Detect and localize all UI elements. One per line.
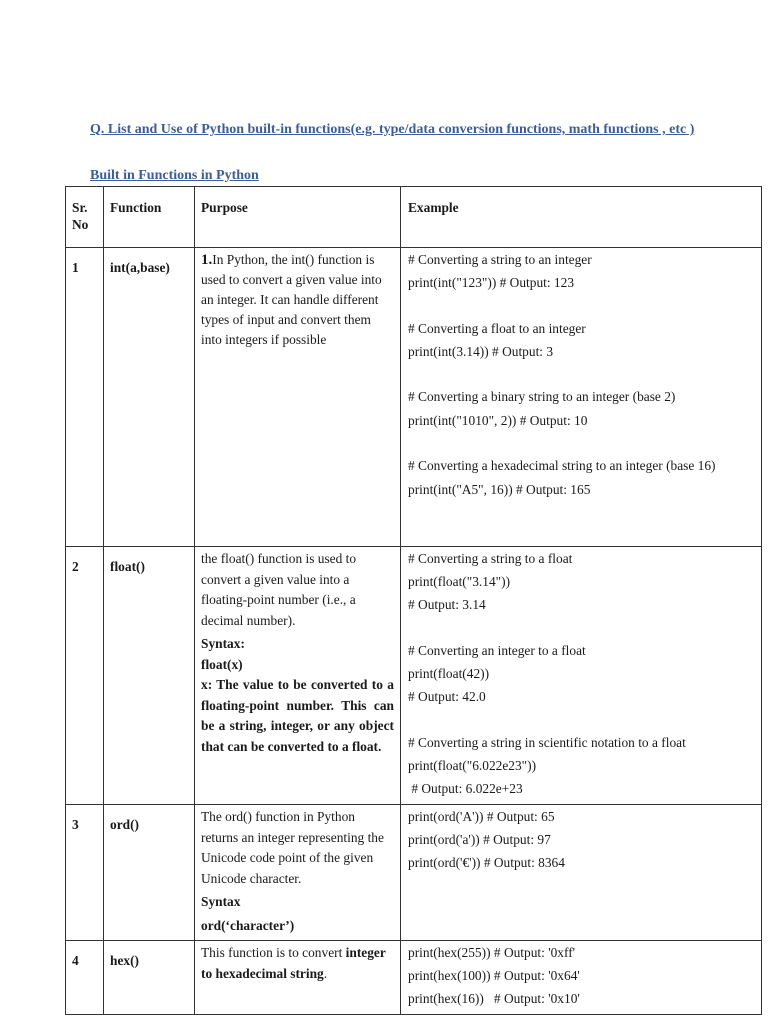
section-heading: Built in Functions in Python <box>90 168 259 183</box>
header-function: Function <box>104 187 195 248</box>
row-purpose <box>195 941 401 1015</box>
row-sr-no: 1 <box>66 248 104 547</box>
example-line: print(ord('a')) # Output: 97 <box>408 832 551 847</box>
row-sr-no: 2 <box>66 547 104 805</box>
example-line: print(float("3.14")) <box>408 574 511 589</box>
example-line: print(int("A5", 16)) # Output: 165 <box>408 482 591 497</box>
example-line: # Output: 3.14 <box>408 597 486 612</box>
row-function-name: int(a,base) <box>104 248 195 547</box>
table-row <box>66 805 762 941</box>
row-purpose <box>195 805 401 941</box>
purpose-text-end: . <box>323 965 328 981</box>
example-line: print(float("6.022e23")) <box>408 758 537 773</box>
example-line: # Output: 6.022e+23 <box>408 781 523 796</box>
row-example <box>401 941 762 1015</box>
row-example <box>401 805 762 941</box>
example-line: # Output: 42.0 <box>408 689 486 704</box>
row-purpose <box>195 547 401 805</box>
example-line: # Converting a hexadecimal string to an integer (base 16) <box>408 458 716 473</box>
header-example: Example <box>401 187 762 248</box>
header-purpose: Purpose <box>195 187 401 248</box>
purpose-bold-text: integer to hexadecimal string <box>201 945 386 981</box>
syntax-label: Syntax <box>201 894 241 909</box>
row-purpose <box>195 248 401 547</box>
row-example <box>401 248 762 547</box>
example-line: print(float(42)) <box>408 666 490 681</box>
syntax-text: float(x) <box>201 656 243 672</box>
table-row <box>66 941 762 1015</box>
table-row <box>66 248 762 547</box>
example-line: # Converting a string to a float <box>408 551 573 566</box>
list-number: 1. <box>201 252 213 268</box>
example-line: # Converting a string in scientific notation to a float <box>408 735 686 750</box>
example-line: print(int("123")) # Output: 123 <box>408 275 575 290</box>
row-example <box>401 547 762 805</box>
builtin-functions-table <box>65 186 762 1015</box>
example-line: print(ord('€')) # Output: 8364 <box>408 855 565 870</box>
row-function-name: hex() <box>104 941 195 1015</box>
example-line: # Converting a binary string to an integer (base 2) <box>408 389 676 404</box>
row-sr-no: 3 <box>66 805 104 941</box>
purpose-text: This function is to convert <box>201 945 346 960</box>
example-line: print(int("1010", 2)) # Output: 10 <box>408 413 588 428</box>
purpose-text: In Python, the int() function is used to convert a given value into an integer. It can handle different types of input and convert them into integers if possible <box>201 252 382 347</box>
example-line: print(hex(16)) # Output: '0x10' <box>408 991 580 1006</box>
example-line: print(int(3.14)) # Output: 3 <box>408 344 554 359</box>
param-text: x: The value to be converted to a floating-point number. This can be a string, integer, or any object that can be converted to a float. <box>201 677 394 754</box>
header-sr-no: Sr. No <box>66 187 104 248</box>
example-line: print(ord('A')) # Output: 65 <box>408 809 555 824</box>
table-row <box>66 547 762 805</box>
example-line: # Converting an integer to a float <box>408 643 586 658</box>
row-sr-no: 4 <box>66 941 104 1015</box>
row-function-name: ord() <box>104 805 195 941</box>
syntax-text: ord(‘character’) <box>201 917 295 933</box>
purpose-text: the float() function is used to convert a given value into a floating-point number (i.e., a decimal number). <box>201 551 357 628</box>
question-heading: Q. List and Use of Python built-in functions(e.g. type/data conversion functions, math functions , etc ) <box>90 122 695 137</box>
example-line: print(hex(255)) # Output: '0xff' <box>408 945 576 960</box>
row-function-name: float() <box>104 547 195 805</box>
table-header-row <box>66 187 762 248</box>
example-line: print(hex(100)) # Output: '0x64' <box>408 968 580 983</box>
syntax-label: Syntax: <box>201 636 245 651</box>
example-line: # Converting a string to an integer <box>408 252 592 267</box>
example-line: # Converting a float to an integer <box>408 321 586 336</box>
purpose-text: The ord() function in Python returns an integer representing the Unicode code point of the given Unicode character. <box>201 809 384 886</box>
